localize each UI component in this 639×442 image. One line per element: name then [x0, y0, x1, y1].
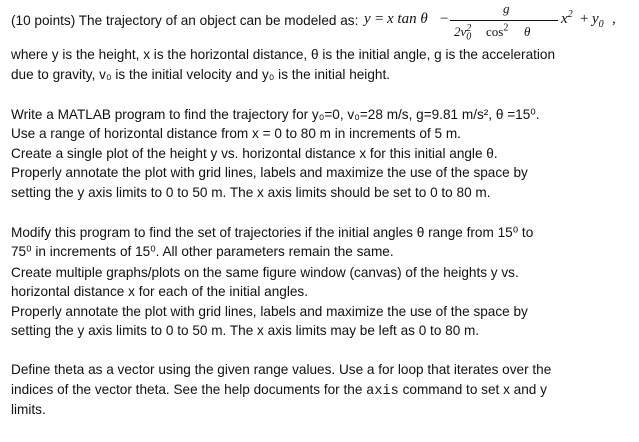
- part2-line-4: horizontal distance x for each of the initial angles.: [11, 284, 308, 299]
- part3-line-2: [11, 381, 547, 401]
- part3-line-3: limits.: [11, 402, 46, 417]
- definitions-line-2: due to gravity, v₀ is the initial velocity and y₀ is the initial height.: [11, 67, 391, 82]
- part2-line-5: Properly annotate the plot with grid lines, labels and maximize the use of the space by: [11, 304, 528, 319]
- eq-den-cos: $\cos^2$: [486, 22, 509, 39]
- eq-plus: +: [580, 11, 589, 27]
- eq-comma: ,: [612, 11, 616, 27]
- eq-fraction-bar: [450, 20, 558, 21]
- eq-x-tan-theta: x tan θ: [387, 11, 428, 27]
- part1-line-4: Properly annotate the plot with grid lines, labels and maximize the use of the space by: [11, 165, 528, 180]
- eq-numerator: g: [503, 1, 510, 16]
- eq-y0: $y_0$: [592, 11, 604, 30]
- intro-prefix: (10 points) The trajectory of an object can be modeled as:: [11, 13, 359, 28]
- eq-den-2v: $2v_0^2$: [454, 22, 472, 43]
- part3-line-1: Define theta as a vector using the given range values. Use a for loop that iterates over the: [11, 362, 552, 377]
- part3-line-2-suffix: command to set x and y: [398, 382, 547, 397]
- part1-line-5: setting the y axis limits to 0 to 50 m. The x axis limits should be set to 0 to 80 m.: [11, 185, 491, 200]
- part1-line-1: Write a MATLAB program to find the trajectory for y₀=0, v₀=28 m/s, g=9.81 m/s², θ =15⁰.: [11, 107, 540, 122]
- definitions-line-1: where y is the height, x is the horizontal distance, θ is the initial angle, g is the acceleration: [11, 47, 556, 62]
- axis-command-code: axis: [366, 384, 399, 399]
- part2-line-6: setting the y axis limits to 0 to 50 m. The x axis limits may be left as 0 to 80 m.: [11, 323, 480, 338]
- eq-den-theta: θ: [524, 24, 531, 39]
- eq-x-squared: $x^2$: [561, 9, 573, 27]
- eq-equals: =: [375, 11, 384, 27]
- part1-line-2: Use a range of horizontal distance from x = 0 to 80 m in increments of 5 m.: [11, 126, 461, 141]
- part2-line-1: Modify this program to find the set of trajectories if the initial angles θ range from 15⁰ to: [11, 225, 534, 240]
- part3-line-2-prefix: indices of the vector theta. See the help documents for the: [11, 382, 367, 397]
- intro-text: [11, 12, 358, 30]
- eq-minus: −: [440, 11, 449, 27]
- part2-line-3: Create multiple graphs/plots on the same figure window (canvas) of the heights y vs.: [11, 265, 519, 280]
- eq-lhs: y: [364, 11, 371, 27]
- part1-line-3: Create a single plot of the height y vs. horizontal distance x for this initial angle θ.: [11, 146, 498, 161]
- part2-line-2: 75⁰ in increments of 15⁰. All other parameters remain the same.: [11, 244, 394, 259]
